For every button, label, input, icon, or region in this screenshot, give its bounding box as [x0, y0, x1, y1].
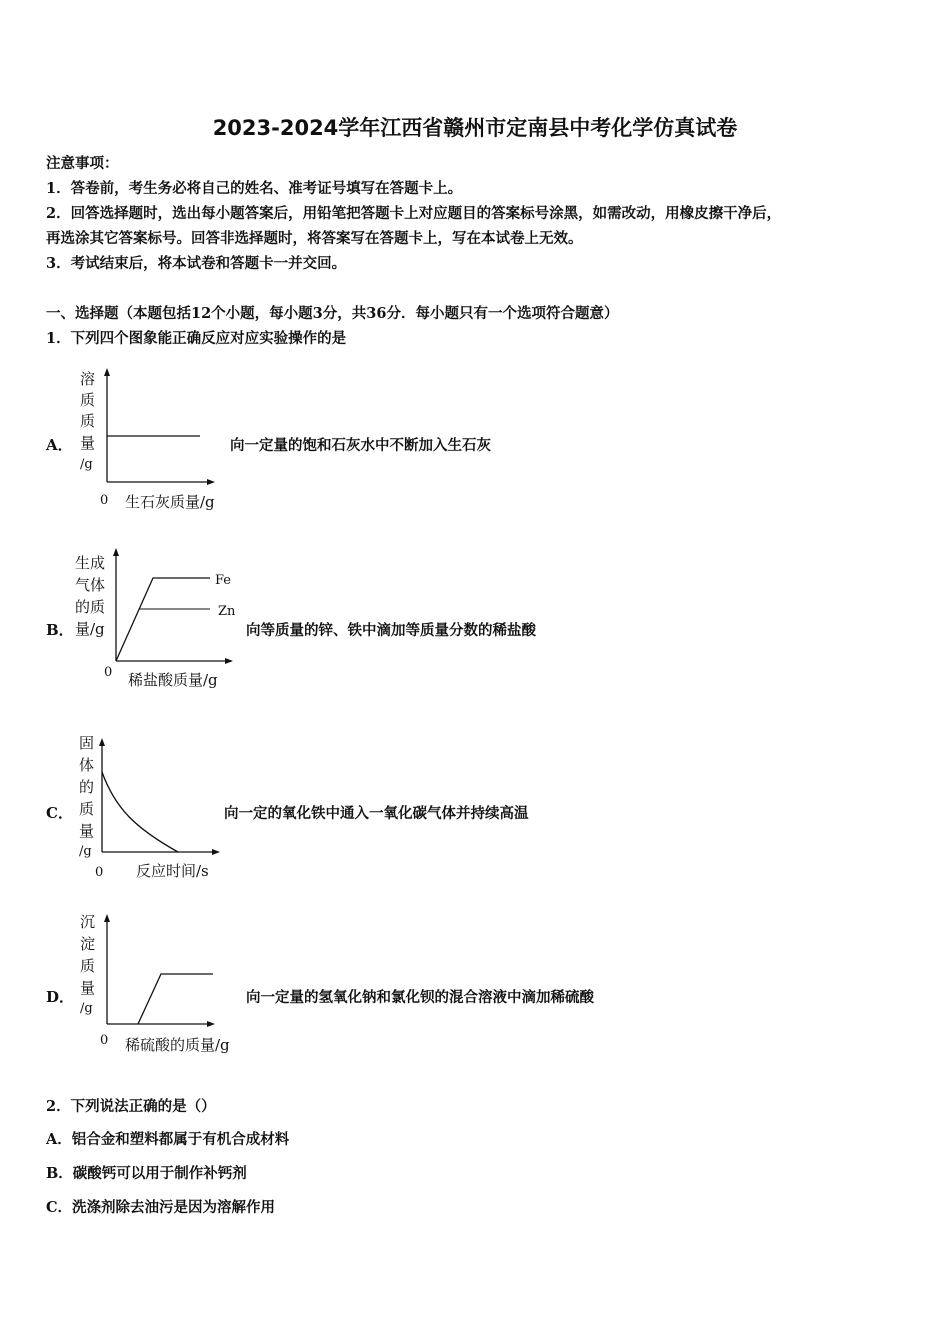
graph-c-y-arrow: [99, 738, 105, 746]
graph-b-xlabel: 稀盐酸质量/g: [128, 671, 218, 689]
notice-item: 1．答卷前，考生务必将自己的姓名、准考证号填写在答题卡上。: [46, 180, 463, 197]
graph-c-xlabel: 反应时间/s: [136, 862, 209, 880]
graph-b: [70, 540, 250, 695]
graph-d-ylabel: 淀: [80, 935, 96, 953]
page-title: 2023-2024学年江西省赣州市定南县中考化学仿真试卷: [212, 116, 738, 140]
notice-item: 再选涂其它答案标号。回答非选择题时，将答案写在答题卡上，写在本试卷上无效。: [46, 230, 583, 247]
graph-b-ylabel: 量/g: [75, 620, 105, 638]
notice-item: 3．考试结束后，将本试卷和答题卡一并交回。: [46, 255, 347, 272]
graph-b-ylabel: 生成: [75, 554, 106, 572]
option-b-text: 向等质量的锌、铁中滴加等质量分数的稀盐酸: [246, 622, 536, 639]
graph-c-ylabel: /g: [79, 844, 92, 859]
graph-d-ylabel: /g: [80, 1001, 93, 1016]
question-2-option: B．碳酸钙可以用于制作补钙剂: [46, 1165, 247, 1182]
question-2-stem: 2．下列说法正确的是（）: [46, 1098, 216, 1115]
graph-a-x-arrow: [207, 479, 215, 485]
question-2-option: C．洗涤剂除去油污是因为溶解作用: [46, 1199, 276, 1216]
graph-a-ylabel: 质: [80, 412, 96, 430]
option-c-text: 向一定的氧化铁中通入一氧化碳气体并持续高温: [224, 805, 529, 822]
graph-c-ylabel: 的: [79, 778, 95, 796]
graph-a-origin: 0: [100, 493, 109, 508]
graph-d-origin: 0: [100, 1033, 109, 1048]
graph-c-x-arrow: [212, 849, 220, 855]
option-a-label: A．: [46, 436, 73, 454]
graph-c-origin: 0: [95, 865, 104, 880]
graph-d: [70, 905, 250, 1063]
graph-b-ylabel: 气体: [75, 576, 106, 594]
option-d-label: D．: [46, 988, 75, 1006]
graph-c: [70, 728, 230, 886]
graph-a: [70, 360, 240, 520]
graph-d-ylabel: 量: [80, 979, 96, 997]
graph-d-ylabel: 沉: [80, 913, 96, 931]
graph-a-ylabel: 溶: [80, 370, 96, 388]
graph-c-ylabel: 质: [79, 800, 95, 818]
section-heading: 一、选择题（本题包括12个小题，每小题3分，共36分．每小题只有一个选项符合题意）: [46, 305, 619, 322]
option-d-text: 向一定量的氢氧化钠和氯化钡的混合溶液中滴加稀硫酸: [246, 989, 594, 1006]
notice-item: 2．回答选择题时，选出每小题答案后，用铅笔把答题卡上对应题目的答案标号涂黑，如需改动，用橡皮擦干净后，: [46, 205, 782, 222]
graph-d-xlabel: 稀硫酸的质量/g: [125, 1036, 230, 1054]
graph-a-ylabel: 质: [80, 391, 96, 409]
graph-a-ylabel: /g: [80, 457, 93, 472]
graph-b-origin: 0: [104, 665, 113, 680]
graph-c-ylabel: 固: [79, 734, 95, 752]
graph-d-x-arrow: [207, 1021, 215, 1027]
graph-b-series-fe: Fe: [215, 573, 232, 588]
graph-b-ylabel: 的质: [75, 598, 106, 616]
option-c-label: C．: [46, 804, 73, 822]
notice-heading: 注意事项：: [46, 155, 119, 172]
graph-b-x-arrow: [225, 658, 233, 664]
option-b-label: B．: [46, 621, 74, 639]
graph-d-y-arrow: [104, 914, 110, 922]
option-a-text: 向一定量的饱和石灰水中不断加入生石灰: [230, 437, 491, 454]
graph-c-ylabel: 量: [79, 822, 95, 840]
graph-c-curve: [102, 772, 178, 852]
graph-b-fe-curve: [116, 578, 210, 661]
graph-c-ylabel: 体: [79, 756, 95, 774]
graph-b-y-arrow: [113, 548, 119, 556]
graph-d-ylabel: 质: [80, 957, 96, 975]
graph-a-xlabel: 生石灰质量/g: [125, 493, 215, 511]
graph-a-ylabel: 量: [80, 434, 96, 452]
graph-a-y-arrow: [104, 368, 110, 376]
graph-b-series-zn: Zn: [218, 604, 236, 619]
question-1-stem: 1．下列四个图象能正确反应对应实验操作的是: [46, 330, 347, 347]
question-2-option: A．铝合金和塑料都属于有机合成材料: [46, 1131, 290, 1148]
graph-d-curve: [138, 974, 213, 1024]
